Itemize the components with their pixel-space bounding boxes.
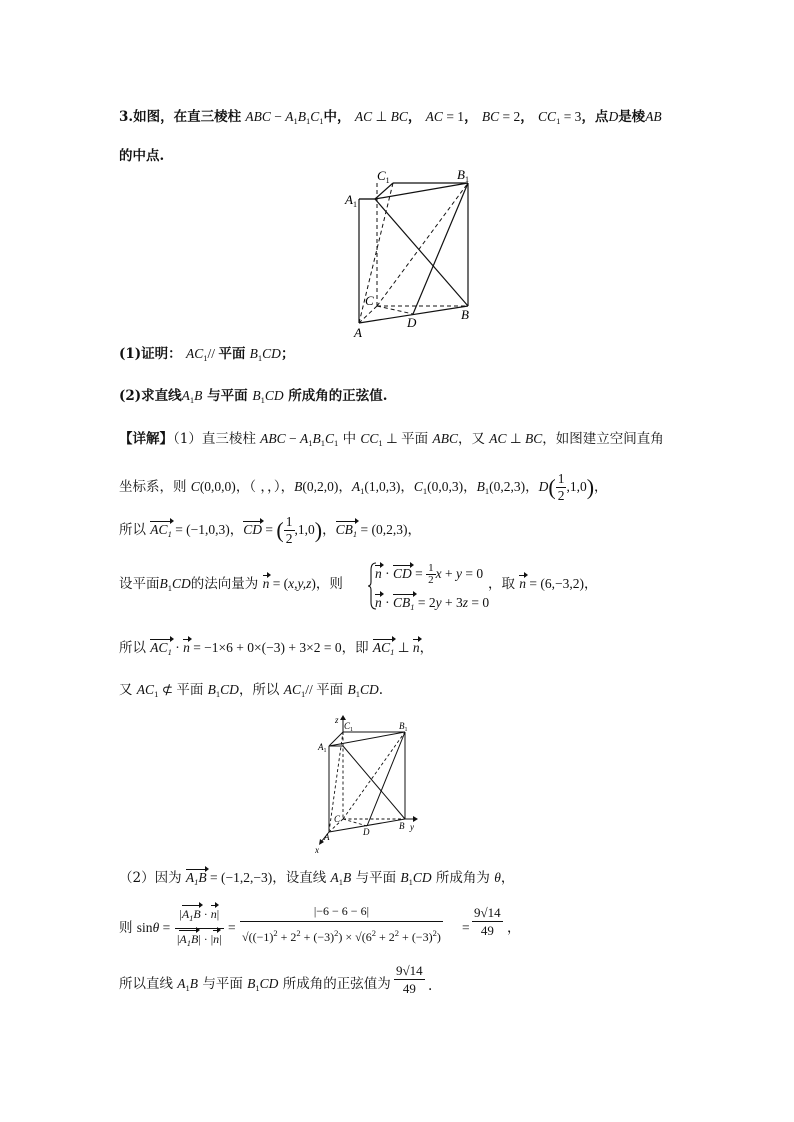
- label-A1: $A_1$: [345, 192, 357, 209]
- label-C: C: [365, 293, 374, 308]
- part2-line: （2）因为 $A_1B = (-1,2,-3)$，设直线 $A_1B$ 与平面 $B_1CD$ 所成角为 θ，: [119, 868, 514, 892]
- final-value: 9√14 49: [396, 963, 423, 996]
- label2-A1: $A_1$: [318, 742, 327, 754]
- label2-D: D: [363, 827, 370, 837]
- axis-x-label: x: [315, 845, 319, 854]
- normal-vector-line: 设平面$B_1CD$的法向量为 n = (x,y,z)，则: [119, 576, 343, 593]
- sin-value: 9√14 49: [474, 905, 501, 938]
- label-D: D: [407, 315, 417, 330]
- solution-line-2: 坐标系，则 C(0,0,0)，（ ，，），B(0,2,0)，$A_1(1,0,3)$，$C_1(0,0,3)$，$B_1(0,2,3)$，D( $\frac{1}{2}$ ,1,0)，: [119, 471, 608, 503]
- label-B1: $B_1$: [457, 167, 469, 184]
- problem-intro: 如图，在直三棱柱: [133, 109, 242, 125]
- label2-A: A: [324, 832, 330, 842]
- label2-B: B: [399, 821, 405, 831]
- label-C1: $C_1$: [377, 168, 390, 185]
- prism-figure-1: [343, 166, 483, 341]
- question-2: (2)求直线$A_1B$ 与平面 $B_1CD$ 所成角的正弦值.: [119, 388, 388, 405]
- prism-figure-2: [315, 714, 425, 854]
- system-eq-1: n · CD = $\frac{1}{2}$ x + y = 0: [375, 562, 484, 586]
- conclusion-line: 又 $AC_1$ ⊄ 平面 $B_1CD$，所以 $AC_1//$ 平面 $B_1CD$.: [119, 682, 383, 699]
- dot-product-line: 所以 $AC_1 \cdot n = -1\times 6 + 0\times(-3) + 3\times 2 = 0$，即 $AC_1$ ⊥ n，: [119, 638, 433, 662]
- sin-comma: ，: [507, 920, 521, 936]
- axis-y-label: y: [410, 822, 414, 832]
- sin-eq-sign-2: =: [462, 920, 470, 935]
- problem-line-1: 3.如图，在直三棱柱 ABC − $A_1B_1C_1$中， AC ⊥ BC， AC = 1， BC = 2， $CC_1 = 3$，点D是棱AB: [119, 109, 662, 126]
- sin-frac-1: $|A_1B \cdot n|$ $|A_1B| \cdot |n|$: [175, 904, 224, 953]
- sin-frac-2: |−6 − 6 − 6| $√((-1)^2 + 2^2 + (-3)^2) \times √(6^2 + 2^2 + (-3)^2)$: [240, 901, 443, 948]
- problem-line-2: 的中点.: [119, 148, 165, 164]
- final-period: .: [428, 978, 433, 994]
- axis-z-label: z: [335, 715, 339, 725]
- problem-number: 3.: [119, 109, 134, 125]
- question-1: (1)证明： $AC_1//$ 平面 $B_1CD$；: [119, 346, 295, 363]
- label-B: B: [461, 307, 469, 322]
- solution-line-3: 所以 $AC_1 = (-1,0,3)$，CD = ( $\frac{1}{2}$ ,1,0)，$CB_1 = (0,2,3)$，: [119, 514, 421, 546]
- take-normal: ，取 n = (6,−3,2)，: [488, 576, 598, 592]
- solution-line-1: 【详解】（1）直三棱柱 ABC − $A_1B_1C_1$ 中 $CC_1$ ⊥ 平面 ABC，又 AC ⊥ BC，如图建立空间直角: [119, 431, 664, 448]
- label-A: A: [354, 325, 362, 340]
- label2-C: C: [334, 814, 341, 824]
- sin-line: 则 sinθ =: [119, 920, 171, 936]
- system-eq-2: $n \cdot CB_1 = 2y + 3z = 0$: [375, 593, 489, 617]
- final-line: 所以直线 $A_1B$ 与平面 $B_1CD$ 所成角的正弦值为: [119, 976, 391, 993]
- sin-eq-sign: =: [228, 920, 236, 935]
- label2-C1: $C_1$: [344, 721, 354, 733]
- label2-B1: $B_1$: [399, 721, 408, 733]
